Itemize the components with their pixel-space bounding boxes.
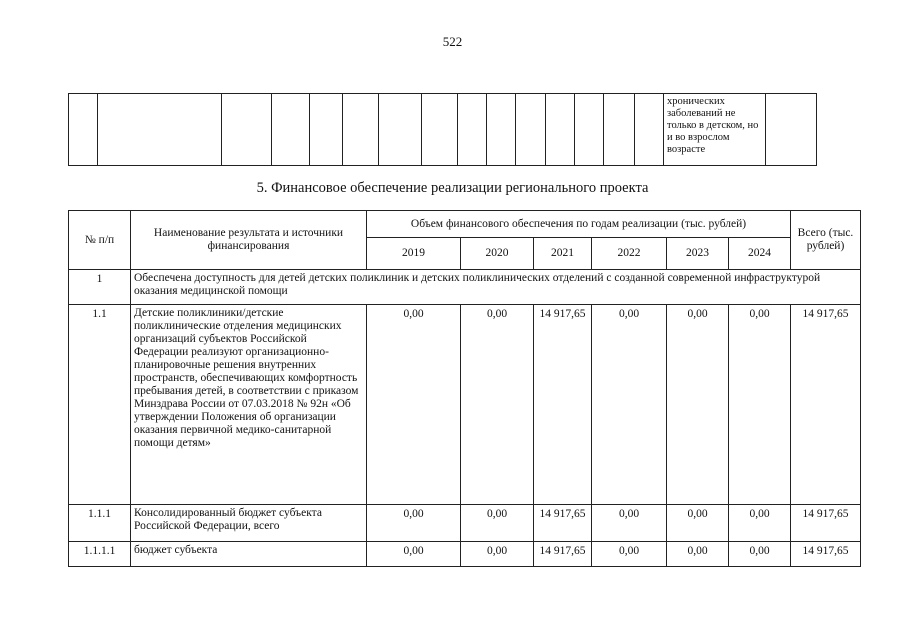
table-row xyxy=(69,305,861,505)
value-cell: 0,00 xyxy=(729,542,791,567)
year-header: 2024 xyxy=(729,238,791,270)
col-header-num: № п/п xyxy=(69,211,131,270)
empty-cell xyxy=(272,94,310,166)
empty-cell xyxy=(575,94,604,166)
value-cell: 0,00 xyxy=(461,542,534,567)
table-row xyxy=(69,542,861,567)
row-name: Консолидированный бюджет субъекта Российской Федерации, всего xyxy=(131,505,367,542)
empty-cell xyxy=(69,94,98,166)
total-cell: 14 917,65 xyxy=(791,305,861,505)
continuation-table xyxy=(68,93,817,166)
empty-cell xyxy=(422,94,458,166)
empty-cell xyxy=(310,94,343,166)
row-number: 1.1.1.1 xyxy=(69,542,131,567)
section-text: Обеспечена доступность для детей детских поликлиник и детских поликлинических отделений с созданной современной инфраструктурой оказания медицинской помощи xyxy=(131,270,861,305)
year-header: 2022 xyxy=(592,238,667,270)
value-cell: 0,00 xyxy=(667,542,729,567)
value-cell: 0,00 xyxy=(667,505,729,542)
finance-table xyxy=(68,210,861,567)
value-cell: 0,00 xyxy=(592,542,667,567)
section-row xyxy=(69,270,861,305)
page-number: 522 xyxy=(442,34,463,49)
empty-cell xyxy=(604,94,635,166)
value-cell: 0,00 xyxy=(592,305,667,505)
value-cell: 0,00 xyxy=(367,305,461,505)
empty-cell xyxy=(222,94,272,166)
empty-cell xyxy=(546,94,575,166)
header-row xyxy=(69,211,861,238)
continuation-note: хронических заболеваний не только в детском, но и во взрослом возрасте xyxy=(664,94,766,166)
row-name: Детские поликлиники/детские поликлинические отделения медицинских организаций субъектов Российской Федерации реализуют организационно-планировочные решения внутренних пространств, обеспечивающих комфортность пребывания детей, в соответствии с приказом Минздрава России от 07.03.2018 № 92н «Об утверждении Положения об организации оказания первичной медико-санитарной помощи детям» xyxy=(131,305,367,505)
value-cell: 0,00 xyxy=(367,542,461,567)
total-cell: 14 917,65 xyxy=(791,542,861,567)
table-body xyxy=(69,305,861,567)
value-cell: 0,00 xyxy=(367,505,461,542)
empty-cell xyxy=(343,94,379,166)
year-header: 2023 xyxy=(667,238,729,270)
empty-cell xyxy=(635,94,664,166)
value-cell: 0,00 xyxy=(729,505,791,542)
row-name: бюджет субъекта xyxy=(131,542,367,567)
col-header-total: Всего (тыс. рублей) xyxy=(791,211,861,270)
row-number: 1.1 xyxy=(69,305,131,505)
row-number: 1 xyxy=(69,270,131,305)
empty-cell xyxy=(766,94,817,166)
table-row xyxy=(69,94,817,166)
empty-cell xyxy=(458,94,487,166)
value-cell: 0,00 xyxy=(461,505,534,542)
value-cell: 0,00 xyxy=(592,505,667,542)
year-header: 2019 xyxy=(367,238,461,270)
value-cell: 14 917,65 xyxy=(534,542,592,567)
row-number: 1.1.1 xyxy=(69,505,131,542)
section-title: 5. Финансовое обеспечение реализации регионального проекта xyxy=(256,180,649,196)
empty-cell xyxy=(487,94,516,166)
value-cell: 14 917,65 xyxy=(534,505,592,542)
value-cell: 0,00 xyxy=(461,305,534,505)
year-header: 2021 xyxy=(534,238,592,270)
empty-cell xyxy=(379,94,422,166)
empty-cell xyxy=(98,94,222,166)
value-cell: 0,00 xyxy=(667,305,729,505)
total-cell: 14 917,65 xyxy=(791,505,861,542)
table-row xyxy=(69,505,861,542)
col-header-volume: Объем финансового обеспечения по годам реализации (тыс. рублей) xyxy=(367,211,791,238)
value-cell: 14 917,65 xyxy=(534,305,592,505)
col-header-name: Наименование результата и источники финансирования xyxy=(131,211,367,270)
value-cell: 0,00 xyxy=(729,305,791,505)
empty-cell xyxy=(516,94,546,166)
year-header: 2020 xyxy=(461,238,534,270)
